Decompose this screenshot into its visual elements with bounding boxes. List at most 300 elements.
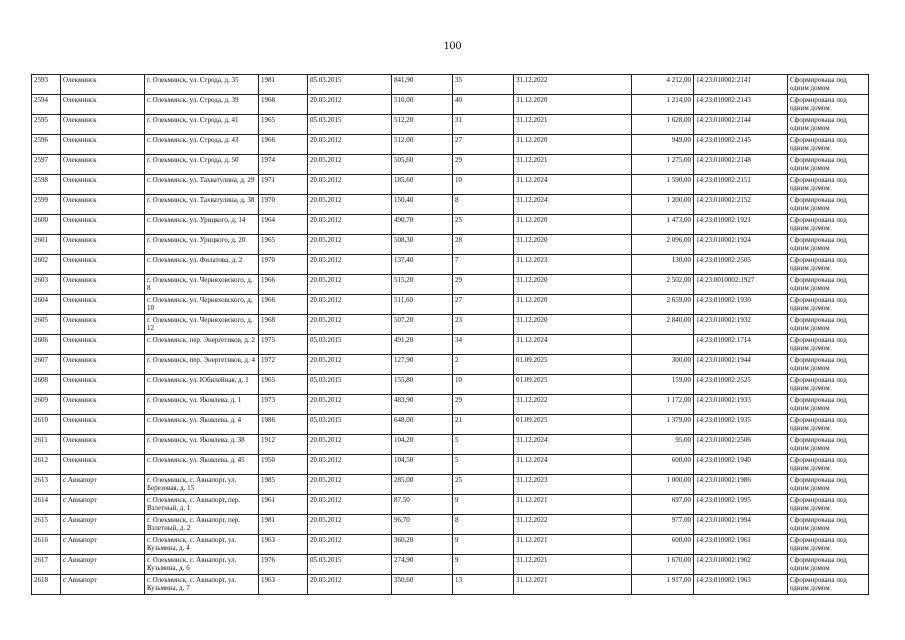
table-row — [32, 195, 869, 215]
status-cell: Сформирована под одним домом — [788, 155, 869, 175]
address-cell: г. Олекминск, ул. Черняховского, д. 12 — [145, 315, 259, 335]
year-built-cell: 1981 — [259, 75, 308, 95]
cost-cell: 2 096,00 — [632, 235, 694, 255]
status-cell: Сформирована под одним домом — [788, 395, 869, 415]
area-cell: 127,90 — [392, 355, 453, 375]
year-built-cell: 1972 — [259, 355, 308, 375]
settlement-cell: Олекминск — [61, 215, 145, 235]
residents-cell: 10 — [453, 375, 514, 395]
settlement-cell: Олекминск — [61, 435, 145, 455]
status-cell: Сформирована под одним домом — [788, 355, 869, 375]
area-cell: 96,70 — [392, 515, 453, 535]
settlement-cell: Олекминск — [61, 135, 145, 155]
residents-cell: 10 — [453, 175, 514, 195]
address-cell: г. Олекминск, пер. Энергетиков, д. 2 — [145, 335, 259, 355]
cost-cell: 1 214,00 — [632, 95, 694, 115]
year-built-cell: 1963 — [259, 575, 308, 595]
cadastral-number-cell: 14:23:010002:2506 — [694, 435, 788, 455]
area-cell: 104,50 — [392, 455, 453, 475]
residents-cell: 7 — [453, 255, 514, 275]
status-cell: Сформирована под одним домом — [788, 235, 869, 255]
deadline-cell: 31.12.2023 — [514, 475, 632, 495]
settlement-cell: с Авиапорт — [61, 575, 145, 595]
status-cell: Сформирована под одним домом — [788, 335, 869, 355]
table-row — [32, 275, 869, 295]
table-row — [32, 95, 869, 115]
cost-cell: 1 670,00 — [632, 555, 694, 575]
year-built-cell: 1965 — [259, 375, 308, 395]
cadastral-number-cell: 14:23:010002:1714 — [694, 335, 788, 355]
date-cell: 20.05.2012 — [308, 535, 392, 555]
cost-cell — [632, 335, 694, 355]
deadline-cell: 31.12.2024 — [514, 435, 632, 455]
date-cell: 20.05.2012 — [308, 355, 392, 375]
table-row — [32, 255, 869, 275]
residents-cell: 25 — [453, 475, 514, 495]
year-built-cell: 1950 — [259, 455, 308, 475]
status-cell: Сформирована под одним домом — [788, 255, 869, 275]
area-cell: 155,80 — [392, 375, 453, 395]
table-row — [32, 115, 869, 135]
address-cell: г. Олекминск, ул. Юбилейная, д. 1 — [145, 375, 259, 395]
address-cell: г. Олекминск, ул. Урицкого, д. 14 — [145, 215, 259, 235]
deadline-cell: 31.12.2024 — [514, 175, 632, 195]
table-row — [32, 535, 869, 555]
deadline-cell: 01.09.2025 — [514, 415, 632, 435]
residents-cell: 29 — [453, 395, 514, 415]
residents-cell: 25 — [453, 215, 514, 235]
residents-cell: 34 — [453, 335, 514, 355]
area-cell: 507,20 — [392, 315, 453, 335]
date-cell: 05.03.2015 — [308, 415, 392, 435]
year-built-cell: 1986 — [259, 415, 308, 435]
row-number-cell: 2603 — [32, 275, 61, 295]
area-cell: 483,90 — [392, 395, 453, 415]
cost-cell: 1 379,00 — [632, 415, 694, 435]
status-cell: Сформирована под одним домом — [788, 555, 869, 575]
row-number-cell: 2597 — [32, 155, 61, 175]
address-cell: г. Олекминск, с. Авиапорт, ул. Кузьмина, д. 7 — [145, 575, 259, 595]
deadline-cell: 31.12.2021 — [514, 155, 632, 175]
settlement-cell: Олекминск — [61, 95, 145, 115]
year-built-cell: 1973 — [259, 395, 308, 415]
year-built-cell: 1985 — [259, 475, 308, 495]
status-cell: Сформирована под одним домом — [788, 415, 869, 435]
cost-cell: 1 000,00 — [632, 475, 694, 495]
cadastral-number-cell: 14:23:010002:1940 — [694, 455, 788, 475]
residents-cell: 9 — [453, 535, 514, 555]
cost-cell: 1 200,00 — [632, 195, 694, 215]
residents-cell: 35 — [453, 75, 514, 95]
cadastral-number-cell: 14:23:010002:2152 — [694, 195, 788, 215]
cost-cell: 1 275,00 — [632, 155, 694, 175]
deadline-cell: 31.12.2022 — [514, 515, 632, 535]
area-cell: 285,00 — [392, 475, 453, 495]
table-row — [32, 235, 869, 255]
address-cell: г. Олекминск, ул. Яковлева, д. 45 — [145, 455, 259, 475]
cadastral-number-cell: 14:23:010002:1994 — [694, 515, 788, 535]
cadastral-number-cell: 14:23:010002:1962 — [694, 555, 788, 575]
row-number-cell: 2609 — [32, 395, 61, 415]
year-built-cell: 1963 — [259, 535, 308, 555]
address-cell: г. Олекминск, ул. Тахватулина, д. 38 — [145, 195, 259, 215]
status-cell: Сформирована под одним домом — [788, 75, 869, 95]
date-cell: 20.05.2012 — [308, 255, 392, 275]
address-cell: г. Олекминск, ул. Яковлева, д. 38 — [145, 435, 259, 455]
residents-cell: 27 — [453, 295, 514, 315]
residents-cell: 23 — [453, 315, 514, 335]
cost-cell: 4 212,00 — [632, 75, 694, 95]
residents-cell: 31 — [453, 115, 514, 135]
deadline-cell: 31.12.2020 — [514, 215, 632, 235]
cadastral-number-cell: 14:23:010002:2505 — [694, 255, 788, 275]
area-cell: 510,00 — [392, 95, 453, 115]
deadline-cell: 31.12.2021 — [514, 575, 632, 595]
settlement-cell: Олекминск — [61, 315, 145, 335]
address-cell: г. Олекминск, с. Авиапорт, пер. Взлетный, д. 1 — [145, 495, 259, 515]
row-number-cell: 2598 — [32, 175, 61, 195]
table-body — [32, 75, 869, 595]
address-cell: г. Олекминск, ул. Урицкого, д. 20 — [145, 235, 259, 255]
cost-cell: 977,00 — [632, 515, 694, 535]
status-cell: Сформирована под одним домом — [788, 315, 869, 335]
settlement-cell: с Авиапорт — [61, 495, 145, 515]
deadline-cell: 01.09.2025 — [514, 375, 632, 395]
row-number-cell: 2615 — [32, 515, 61, 535]
area-cell: 491,20 — [392, 335, 453, 355]
deadline-cell: 31.12.2020 — [514, 135, 632, 155]
date-cell: 20.05.2012 — [308, 215, 392, 235]
deadline-cell: 31.12.2024 — [514, 455, 632, 475]
year-built-cell: 1961 — [259, 495, 308, 515]
table-row — [32, 75, 869, 95]
cost-cell: 1 628,00 — [632, 115, 694, 135]
cadastral-number-cell: 14:23:010002:1924 — [694, 235, 788, 255]
area-cell: 137,40 — [392, 255, 453, 275]
cost-cell: 159,00 — [632, 375, 694, 395]
cost-cell: 1 590,00 — [632, 175, 694, 195]
table-row — [32, 315, 869, 335]
status-cell: Сформирована под одним домом — [788, 575, 869, 595]
residents-cell: 8 — [453, 515, 514, 535]
cost-cell: 1 473,00 — [632, 215, 694, 235]
deadline-cell: 31.12.2020 — [514, 315, 632, 335]
residents-cell: 8 — [453, 195, 514, 215]
cost-cell: 300,00 — [632, 355, 694, 375]
cadastral-number-cell: 14:23:010002:1961 — [694, 535, 788, 555]
row-number-cell: 2618 — [32, 575, 61, 595]
table-row — [32, 475, 869, 495]
row-number-cell: 2595 — [32, 115, 61, 135]
cadastral-number-cell: 14:23:0010002:1927 — [694, 275, 788, 295]
year-built-cell: 1964 — [259, 215, 308, 235]
row-number-cell: 2596 — [32, 135, 61, 155]
residents-cell: 27 — [453, 135, 514, 155]
table-row — [32, 555, 869, 575]
address-cell: г. Олекминск, ул. Черняховского, д. 8 — [145, 275, 259, 295]
area-cell: 511,60 — [392, 295, 453, 315]
year-built-cell: 1968 — [259, 95, 308, 115]
row-number-cell: 2608 — [32, 375, 61, 395]
status-cell: Сформирована под одним домом — [788, 495, 869, 515]
cadastral-number-cell: 14:23:010002:2145 — [694, 135, 788, 155]
status-cell: Сформирована под одним домом — [788, 455, 869, 475]
area-cell: 841,90 — [392, 75, 453, 95]
year-built-cell: 1970 — [259, 255, 308, 275]
address-cell: г. Олекминск, с. Авиапорт, пер. Взлетный, д. 2 — [145, 515, 259, 535]
date-cell: 20.05.2012 — [308, 155, 392, 175]
date-cell: 20.05.2012 — [308, 275, 392, 295]
settlement-cell: Олекминск — [61, 115, 145, 135]
cadastral-number-cell: 14:23:010002:1932 — [694, 315, 788, 335]
area-cell: 87,50 — [392, 495, 453, 515]
settlement-cell: Олекминск — [61, 455, 145, 475]
status-cell: Сформирована под одним домом — [788, 515, 869, 535]
status-cell: Сформирована под одним домом — [788, 95, 869, 115]
date-cell: 20.05.2012 — [308, 175, 392, 195]
row-number-cell: 2599 — [32, 195, 61, 215]
row-number-cell: 2605 — [32, 315, 61, 335]
settlement-cell: Олекминск — [61, 355, 145, 375]
address-cell: г. Олекминск, ул. Строда, д. 50 — [145, 155, 259, 175]
address-cell: г. Олекминск, ул. Филатова, д. 2 — [145, 255, 259, 275]
registry-table — [31, 74, 869, 595]
deadline-cell: 31.12.2020 — [514, 275, 632, 295]
year-built-cell: 1912 — [259, 435, 308, 455]
table-row — [32, 435, 869, 455]
cadastral-number-cell: 14:23:010002:1930 — [694, 295, 788, 315]
status-cell: Сформирована под одним домом — [788, 295, 869, 315]
area-cell: 512,20 — [392, 115, 453, 135]
table-row — [32, 575, 869, 595]
status-cell: Сформирована под одним домом — [788, 215, 869, 235]
address-cell: г. Олекминск, ул. Яковлева, д. 4 — [145, 415, 259, 435]
year-built-cell: 1965 — [259, 115, 308, 135]
table-row — [32, 215, 869, 235]
date-cell: 20.05.2012 — [308, 455, 392, 475]
status-cell: Сформирована под одним домом — [788, 435, 869, 455]
cadastral-number-cell: 14:23:010002:1921 — [694, 215, 788, 235]
table-row — [32, 355, 869, 375]
settlement-cell: Олекминск — [61, 395, 145, 415]
cost-cell: 600,00 — [632, 535, 694, 555]
cost-cell: 2 840,00 — [632, 315, 694, 335]
year-built-cell: 1968 — [259, 315, 308, 335]
area-cell: 360,20 — [392, 535, 453, 555]
address-cell: г. Олекминск, ул. Строда, д. 43 — [145, 135, 259, 155]
row-number-cell: 2604 — [32, 295, 61, 315]
deadline-cell: 31.12.2024 — [514, 335, 632, 355]
row-number-cell: 2600 — [32, 215, 61, 235]
address-cell: г. Олекминск, с. Авиапорт, ул. Кузьмина, д. 6 — [145, 555, 259, 575]
cadastral-number-cell: 14:23:010002:2151 — [694, 175, 788, 195]
table-row — [32, 515, 869, 535]
row-number-cell: 2614 — [32, 495, 61, 515]
status-cell: Сформирована под одним домом — [788, 375, 869, 395]
date-cell: 05.03.2015 — [308, 115, 392, 135]
status-cell: Сформирована под одним домом — [788, 275, 869, 295]
table-row — [32, 415, 869, 435]
year-built-cell: 1974 — [259, 155, 308, 175]
residents-cell: 9 — [453, 555, 514, 575]
deadline-cell: 31.12.2024 — [514, 195, 632, 215]
date-cell: 20.05.2012 — [308, 95, 392, 115]
date-cell: 20.05.2012 — [308, 235, 392, 255]
deadline-cell: 31.12.2021 — [514, 495, 632, 515]
year-built-cell: 1976 — [259, 555, 308, 575]
year-built-cell: 1970 — [259, 195, 308, 215]
settlement-cell: с Авиапорт — [61, 555, 145, 575]
settlement-cell: Олекминск — [61, 295, 145, 315]
settlement-cell: с Авиапорт — [61, 475, 145, 495]
cadastral-number-cell: 14:23:010002:2148 — [694, 155, 788, 175]
settlement-cell: Олекминск — [61, 155, 145, 175]
row-number-cell: 2616 — [32, 535, 61, 555]
address-cell: г. Олекминск, ул. Строда, д. 39 — [145, 95, 259, 115]
date-cell: 20.05.2012 — [308, 395, 392, 415]
date-cell: 20.05.2012 — [308, 135, 392, 155]
date-cell: 20.05.2012 — [308, 475, 392, 495]
settlement-cell: Олекминск — [61, 175, 145, 195]
settlement-cell: Олекминск — [61, 255, 145, 275]
table-row — [32, 375, 869, 395]
date-cell: 20.05.2012 — [308, 315, 392, 335]
residents-cell: 28 — [453, 235, 514, 255]
area-cell: 508,30 — [392, 235, 453, 255]
cadastral-number-cell: 14:23:010002:2141 — [694, 75, 788, 95]
date-cell: 20.05.2012 — [308, 195, 392, 215]
deadline-cell: 01.09.2025 — [514, 355, 632, 375]
settlement-cell: Олекминск — [61, 235, 145, 255]
cost-cell: 600,00 — [632, 455, 694, 475]
date-cell: 05.03.2015 — [308, 75, 392, 95]
table-row — [32, 135, 869, 155]
deadline-cell: 31.12.2021 — [514, 115, 632, 135]
table-row — [32, 295, 869, 315]
cadastral-number-cell: 14:23:010002:1986 — [694, 475, 788, 495]
residents-cell: 29 — [453, 275, 514, 295]
cost-cell: 130,00 — [632, 255, 694, 275]
row-number-cell: 2593 — [32, 75, 61, 95]
cost-cell: 95,00 — [632, 435, 694, 455]
date-cell: 20.05.2012 — [308, 515, 392, 535]
address-cell: г. Олекминск, ул. Тахватулина, д. 29 — [145, 175, 259, 195]
row-number-cell: 2612 — [32, 455, 61, 475]
cost-cell: 697,00 — [632, 495, 694, 515]
address-cell: г. Олекминск, ул. Строда, д. 41 — [145, 115, 259, 135]
deadline-cell: 31.12.2021 — [514, 535, 632, 555]
cadastral-number-cell: 14:23:010002:1935 — [694, 415, 788, 435]
table-row — [32, 155, 869, 175]
row-number-cell: 2601 — [32, 235, 61, 255]
date-cell: 20.05.2012 — [308, 495, 392, 515]
area-cell: 505,60 — [392, 155, 453, 175]
date-cell: 05.03.2015 — [308, 335, 392, 355]
area-cell: 350,60 — [392, 575, 453, 595]
deadline-cell: 31.12.2020 — [514, 235, 632, 255]
status-cell: Сформирована под одним домом — [788, 195, 869, 215]
status-cell: Сформирована под одним домом — [788, 135, 869, 155]
area-cell: 185,60 — [392, 175, 453, 195]
cadastral-number-cell: 14:23:010002:1995 — [694, 495, 788, 515]
year-built-cell: 1965 — [259, 235, 308, 255]
date-cell: 05.03.2015 — [308, 555, 392, 575]
cost-cell: 2 502,00 — [632, 275, 694, 295]
row-number-cell: 2611 — [32, 435, 61, 455]
year-built-cell: 1981 — [259, 515, 308, 535]
settlement-cell: Олекминск — [61, 335, 145, 355]
table-row — [32, 395, 869, 415]
deadline-cell: 31.12.2022 — [514, 395, 632, 415]
page-number: 100 — [443, 38, 462, 52]
address-cell: г. Олекминск, с. Авиапорт, ул. Березовая, д. 15 — [145, 475, 259, 495]
area-cell: 104,20 — [392, 435, 453, 455]
row-number-cell: 2594 — [32, 95, 61, 115]
row-number-cell: 2602 — [32, 255, 61, 275]
row-number-cell: 2613 — [32, 475, 61, 495]
residents-cell: 40 — [453, 95, 514, 115]
year-built-cell: 1975 — [259, 335, 308, 355]
row-number-cell: 2606 — [32, 335, 61, 355]
deadline-cell: 31.12.2022 — [514, 75, 632, 95]
settlement-cell: с Авиапорт — [61, 515, 145, 535]
date-cell: 20.05.2012 — [308, 575, 392, 595]
address-cell: г. Олекминск, пер. Энергетиков, д. 4 — [145, 355, 259, 375]
residents-cell: 5 — [453, 455, 514, 475]
date-cell: 05.03.2015 — [308, 375, 392, 395]
residents-cell: 21 — [453, 415, 514, 435]
status-cell: Сформирована под одним домом — [788, 535, 869, 555]
table-row — [32, 495, 869, 515]
settlement-cell: Олекминск — [61, 375, 145, 395]
table-row — [32, 455, 869, 475]
area-cell: 512,00 — [392, 135, 453, 155]
residents-cell: 9 — [453, 495, 514, 515]
year-built-cell: 1966 — [259, 135, 308, 155]
residents-cell: 5 — [453, 435, 514, 455]
area-cell: 515,20 — [392, 275, 453, 295]
cadastral-number-cell: 14:23:010002:1944 — [694, 355, 788, 375]
settlement-cell: Олекминск — [61, 275, 145, 295]
residents-cell: 13 — [453, 575, 514, 595]
cost-cell: 2 659,00 — [632, 295, 694, 315]
cadastral-number-cell: 14:23:010002:2143 — [694, 95, 788, 115]
status-cell: Сформирована под одним домом — [788, 475, 869, 495]
cadastral-number-cell: 14:23:010002:2525 — [694, 375, 788, 395]
address-cell: г. Олекминск, ул. Черняховского, д. 10 — [145, 295, 259, 315]
cadastral-number-cell: 14:23:010002:2144 — [694, 115, 788, 135]
area-cell: 648,00 — [392, 415, 453, 435]
year-built-cell: 1966 — [259, 295, 308, 315]
row-number-cell: 2607 — [32, 355, 61, 375]
status-cell: Сформирована под одним домом — [788, 175, 869, 195]
deadline-cell: 31.12.2020 — [514, 95, 632, 115]
deadline-cell: 31.12.2021 — [514, 555, 632, 575]
settlement-cell: Олекминск — [61, 195, 145, 215]
date-cell: 20.05.2012 — [308, 435, 392, 455]
residents-cell: 2 — [453, 355, 514, 375]
area-cell: 150,40 — [392, 195, 453, 215]
settlement-cell: Олекминск — [61, 415, 145, 435]
address-cell: г. Олекминск, ул. Строда, д. 35 — [145, 75, 259, 95]
settlement-cell: с Авиапорт — [61, 535, 145, 555]
row-number-cell: 2617 — [32, 555, 61, 575]
row-number-cell: 2610 — [32, 415, 61, 435]
year-built-cell: 1971 — [259, 175, 308, 195]
year-built-cell: 1966 — [259, 275, 308, 295]
table-row — [32, 335, 869, 355]
deadline-cell: 31.12.2020 — [514, 295, 632, 315]
